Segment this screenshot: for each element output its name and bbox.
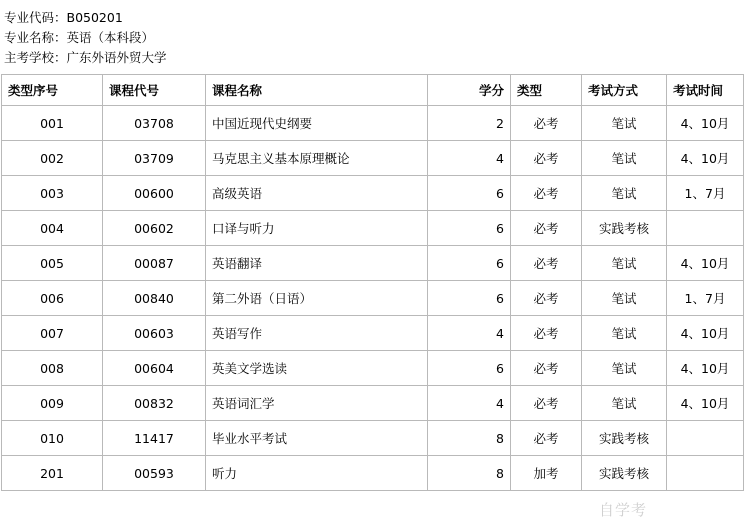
cell-credit: 6: [428, 211, 511, 246]
column-header-type: 类型: [511, 75, 582, 106]
table-row: [2, 421, 744, 456]
cell-exam: 笔试: [582, 176, 667, 211]
cell-type: 必考: [511, 386, 582, 421]
cell-type: 必考: [511, 211, 582, 246]
table-header: [2, 75, 744, 106]
cell-time: [667, 421, 744, 456]
cell-time: 4、10月: [667, 316, 744, 351]
cell-exam: 实践考核: [582, 421, 667, 456]
program-name-line: 专业名称：英语（本科段）: [4, 30, 155, 45]
cell-credit: 4: [428, 386, 511, 421]
cell-name: 毕业水平考试: [206, 421, 428, 456]
cell-code: 00593: [103, 456, 206, 491]
cell-code: 03708: [103, 106, 206, 141]
cell-time: 4、10月: [667, 351, 744, 386]
cell-exam: 笔试: [582, 386, 667, 421]
cell-name: 口译与听力: [206, 211, 428, 246]
cell-code: 00603: [103, 316, 206, 351]
cell-code: 00600: [103, 176, 206, 211]
cell-exam: 笔试: [582, 351, 667, 386]
column-header-time: 考试时间: [667, 75, 744, 106]
cell-time: 4、10月: [667, 106, 744, 141]
cell-seq: 009: [2, 386, 103, 421]
cell-credit: 4: [428, 316, 511, 351]
cell-exam: 笔试: [582, 246, 667, 281]
cell-time: [667, 211, 744, 246]
table-row: [2, 211, 744, 246]
table-row: [2, 141, 744, 176]
cell-type: 必考: [511, 246, 582, 281]
program-info-block: [0, 0, 653, 74]
column-header-name: 课程名称: [206, 75, 428, 106]
column-header-seq: 类型序号: [2, 75, 103, 106]
cell-type: 必考: [511, 351, 582, 386]
table-row: [2, 316, 744, 351]
cell-code: 03709: [103, 141, 206, 176]
cell-credit: 6: [428, 246, 511, 281]
cell-credit: 8: [428, 421, 511, 456]
program-code-line: 专业代码：B050201: [4, 10, 123, 25]
table-row: [2, 456, 744, 491]
cell-seq: 007: [2, 316, 103, 351]
cell-exam: 实践考核: [582, 211, 667, 246]
cell-code: 00832: [103, 386, 206, 421]
column-header-exam: 考试方式: [582, 75, 667, 106]
cell-seq: 010: [2, 421, 103, 456]
cell-type: 必考: [511, 106, 582, 141]
table-row: [2, 246, 744, 281]
table-row: [2, 176, 744, 211]
cell-type: 加考: [511, 456, 582, 491]
table-row: [2, 351, 744, 386]
table-row: [2, 106, 744, 141]
cell-time: 4、10月: [667, 246, 744, 281]
cell-seq: 004: [2, 211, 103, 246]
cell-code: 00602: [103, 211, 206, 246]
cell-seq: 002: [2, 141, 103, 176]
cell-credit: 6: [428, 176, 511, 211]
cell-time: 4、10月: [667, 141, 744, 176]
cell-name: 马克思主义基本原理概论: [206, 141, 428, 176]
column-header-credit: 学分: [428, 75, 511, 106]
cell-seq: 005: [2, 246, 103, 281]
cell-time: [667, 456, 744, 491]
cell-seq: 003: [2, 176, 103, 211]
cell-credit: 6: [428, 351, 511, 386]
table-row: [2, 281, 744, 316]
cell-time: 1、7月: [667, 281, 744, 316]
cell-type: 必考: [511, 281, 582, 316]
cell-time: 4、10月: [667, 386, 744, 421]
cell-name: 英语写作: [206, 316, 428, 351]
cell-exam: 笔试: [582, 106, 667, 141]
cell-code: 00840: [103, 281, 206, 316]
host-school-line: 主考学校：广东外语外贸大学: [4, 50, 167, 65]
cell-type: 必考: [511, 316, 582, 351]
cell-name: 英美文学选读: [206, 351, 428, 386]
cell-name: 高级英语: [206, 176, 428, 211]
cell-code: 00087: [103, 246, 206, 281]
cell-credit: 6: [428, 281, 511, 316]
cell-exam: 实践考核: [582, 456, 667, 491]
cell-credit: 4: [428, 141, 511, 176]
cell-name: 英语词汇学: [206, 386, 428, 421]
cell-time: 1、7月: [667, 176, 744, 211]
column-header-code: 课程代号: [103, 75, 206, 106]
cell-code: 00604: [103, 351, 206, 386]
cell-exam: 笔试: [582, 141, 667, 176]
cell-name: 第二外语（日语）: [206, 281, 428, 316]
cell-code: 11417: [103, 421, 206, 456]
cell-type: 必考: [511, 141, 582, 176]
cell-name: 中国近现代史纲要: [206, 106, 428, 141]
cell-type: 必考: [511, 176, 582, 211]
cell-seq: 001: [2, 106, 103, 141]
watermark-text: 自学考: [598, 501, 647, 519]
cell-credit: 2: [428, 106, 511, 141]
table-body: [2, 106, 744, 491]
cell-seq: 006: [2, 281, 103, 316]
table-header-row: [2, 75, 744, 106]
cell-name: 听力: [206, 456, 428, 491]
cell-name: 英语翻译: [206, 246, 428, 281]
cell-exam: 笔试: [582, 316, 667, 351]
cell-type: 必考: [511, 421, 582, 456]
cell-exam: 笔试: [582, 281, 667, 316]
cell-seq: 201: [2, 456, 103, 491]
table-row: [2, 386, 744, 421]
course-plan-table: [1, 74, 744, 491]
cell-seq: 008: [2, 351, 103, 386]
cell-credit: 8: [428, 456, 511, 491]
